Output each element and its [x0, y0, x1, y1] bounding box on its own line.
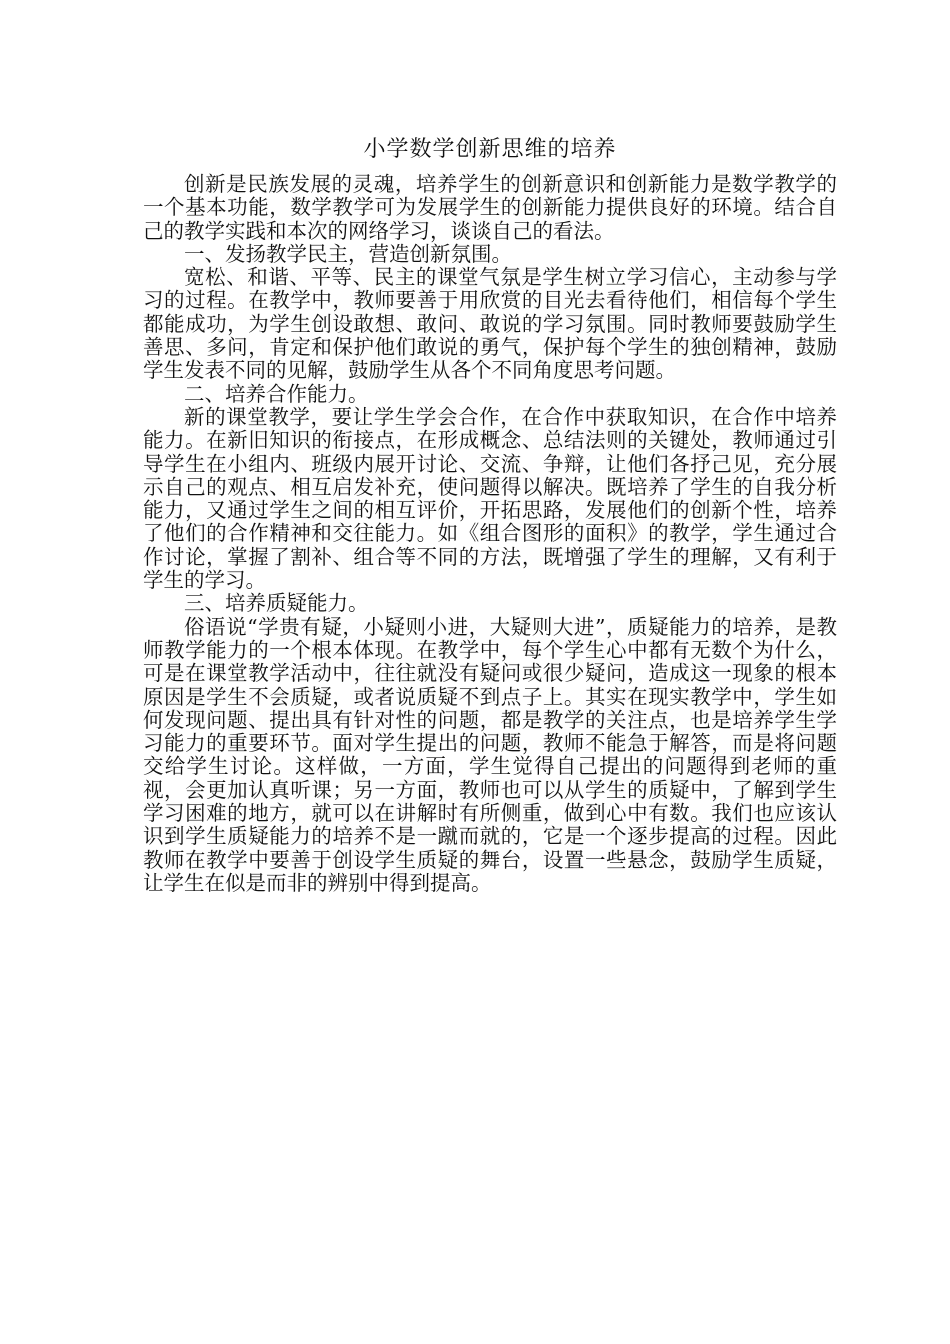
document-body: [143, 131, 837, 895]
paragraph-section-1: 宽松、和谐、平等、民主的课堂气氛是学生树立学习信心，主动参与学习的过程。在教学中，教师要善于用欣赏的目光去看待他们，相信每个学生都能成功，为学生创设敢想、敢问、敢说的学习氛围。同时教师要鼓励学生善思、多问，肯定和保护他们敢说的勇气，保护每个学生的独创精神，鼓励学生发表不同的见解，鼓励学生从各个不同角度思考问题。: [143, 265, 837, 383]
paragraph-section-2: 新的课堂教学，要让学生学会合作，在合作中获取知识，在合作中培养能力。在新旧知识的衔接点，在形成概念、总结法则的关键处，教师通过引导学生在小组内、班级内展开讨论、交流、争辩，让他们各抒己见，充分展示自己的观点、相互启发补充，使问题得以解决。既培养了学生的自我分析能力，又通过学生之间的相互评价，开拓思路，发展他们的创新个性，培养了他们的合作精神和交往能力。如《组合图形的面积》的教学，学生通过合作讨论，掌握了割补、组合等不同的方法，既增强了学生的理解，又有利于学生的学习。: [143, 404, 837, 593]
section-heading-1: 一、发扬教学民主，营造创新氛围。: [184, 241, 512, 266]
section-heading-2: 二、培养合作能力。: [184, 381, 369, 406]
page-title: 小学数学创新思维的培养: [363, 137, 617, 162]
paragraph-intro: 创新是民族发展的灵魂，培养学生的创新意识和创新能力是数学教学的一个基本功能，数学教学可为发展学生的创新能力提供良好的环境。结合自己的教学实践和本次的网络学习，谈谈自己的看法。: [143, 172, 837, 243]
paragraph-section-3: 俗语说“学贵有疑，小疑则小进，大疑则大进”，质疑能力的培养，是教师教学能力的一个根本体现。在教学中，每个学生心中都有无数个为什么，可是在课堂教学活动中，往往就没有疑问或很少疑问，造成这一现象的根本原因是学生不会质疑，或者说质疑不到点子上。其实在现实教学中，学生如何发现问题、提出具有针对性的问题，都是教学的关注点，也是培养学生学习能力的重要环节。面对学生提出的问题，教师不能急于解答，而是将问题交给学生讨论。这样做，一方面，学生觉得自己提出的问题得到老师的重视，会更加认真听课；另一方面，教师也可以从学生的质疑中，了解到学生学习困难的地方，就可以在讲解时有所侧重，做到心中有数。我们也应该认识到学生质疑能力的培养不是一蹴而就的，它是一个逐步提高的过程。因此教师在教学中要善于创设学生质疑的舞台，设置一些悬念，鼓励学生质疑，让学生在似是而非的辨别中得到提高。: [143, 614, 837, 895]
section-heading-3: 三、培养质疑能力。: [184, 591, 369, 616]
